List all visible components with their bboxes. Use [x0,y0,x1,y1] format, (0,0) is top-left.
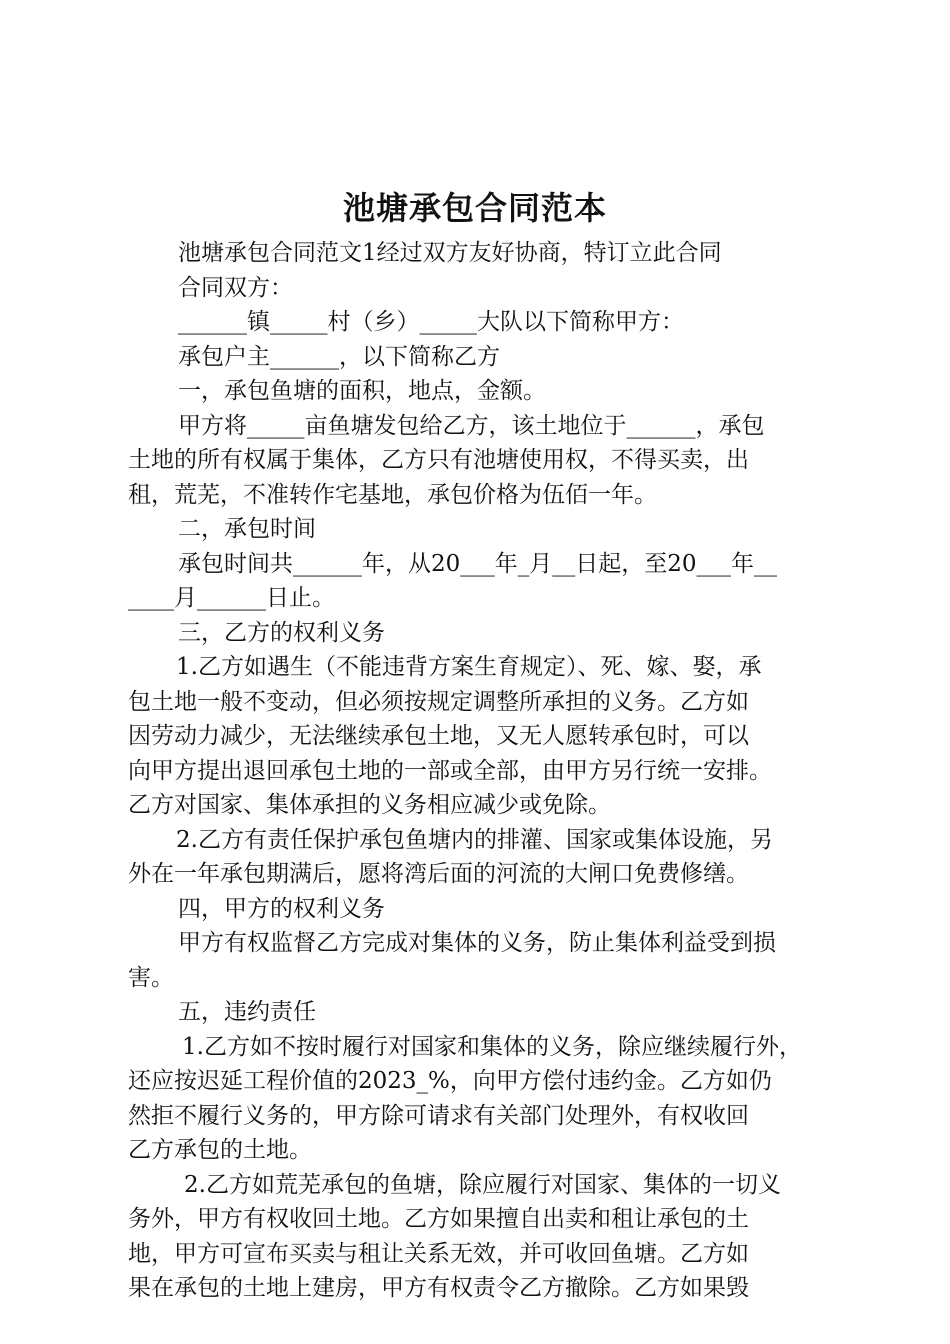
paragraph-line: 甲方将_____亩鱼塘发包给乙方，该土地位于______，承包 [178,412,765,439]
section-heading: 三，乙方的权利义务 [178,619,385,646]
paragraph-line: 包土地一般不变动，但必须按规定调整所承担的义务。乙方如 [128,688,749,715]
paragraph-line: 乙方承包的土地。 [128,1137,312,1163]
paragraph-line: ______镇_____村（乡）_____大队以下简称甲方： [178,309,684,335]
paragraph-line: 承包户主______，以下简称乙方 [178,343,500,370]
section-heading: 二，承包时间 [178,516,316,542]
paragraph-line: 池塘承包合同范文1经过双方友好协商，特订立此合同 [178,240,722,266]
section-heading: 五，违约责任 [178,999,316,1025]
paragraph-line: 务外，甲方有权收回土地。乙方如果擅自出卖和租让承包的土 [128,1206,749,1232]
paragraph-line: 合同双方： [178,274,293,301]
paragraph-line: 向甲方提出退回承包土地的一部或全部，由甲方另行统一安排。 [128,757,772,784]
paragraph-line: 果在承包的土地上建房，甲方有权责令乙方撤除。乙方如果毁 [128,1275,749,1301]
paragraph-line: 甲方有权监督乙方完成对集体的义务，防止集体利益受到损 [178,930,776,956]
paragraph-line: ____月______日止。 [128,585,335,611]
paragraph-line: 还应按迟延工程价值的2023_%，向甲方偿付违约金。乙方如仍 [128,1068,772,1094]
paragraph-line: 土地的所有权属于集体，乙方只有池塘使用权，不得买卖，出 [128,447,749,473]
section-heading: 一，承包鱼塘的面积，地点，金额。 [178,378,546,404]
paragraph-line: 1.乙方如不按时履行对国家和集体的义务，除应继续履行外， [182,1033,802,1060]
paragraph-line: 2.乙方有责任保护承包鱼塘内的排灌、国家或集体设施，另 [176,826,773,853]
paragraph-line: 乙方对国家、集体承担的义务相应减少或免除。 [128,792,611,818]
paragraph-line: 因劳动力减少，无法继续承包土地，又无人愿转承包时，可以 [128,723,749,749]
paragraph-line: 害。 [128,964,174,991]
paragraph-line: 然拒不履行义务的，甲方除可请求有关部门处理外，有权收回 [128,1102,749,1129]
paragraph-line: 2.乙方如荒芜承包的鱼塘，除应履行对国家、集体的一切义 [184,1171,781,1198]
section-heading: 四，甲方的权利义务 [178,895,385,922]
paragraph-line: 承包时间共______年，从20___年_月__日起，至20___年__ [178,550,778,577]
document-body [128,236,834,1306]
paragraph-line: 地，甲方可宣布买卖与租让关系无效，并可收回鱼塘。乙方如 [128,1240,749,1267]
paragraph-line: 1.乙方如遇生（不能违背方案生育规定）、死、嫁、娶，承 [176,654,762,680]
document-title: 池塘承包合同范本 [342,189,607,227]
paragraph-line: 租，荒芜，不准转作宅基地，承包价格为伍佰一年。 [128,481,657,508]
paragraph-line: 外在一年承包期满后，愿将湾后面的河流的大闸口免费修缮。 [128,861,749,887]
